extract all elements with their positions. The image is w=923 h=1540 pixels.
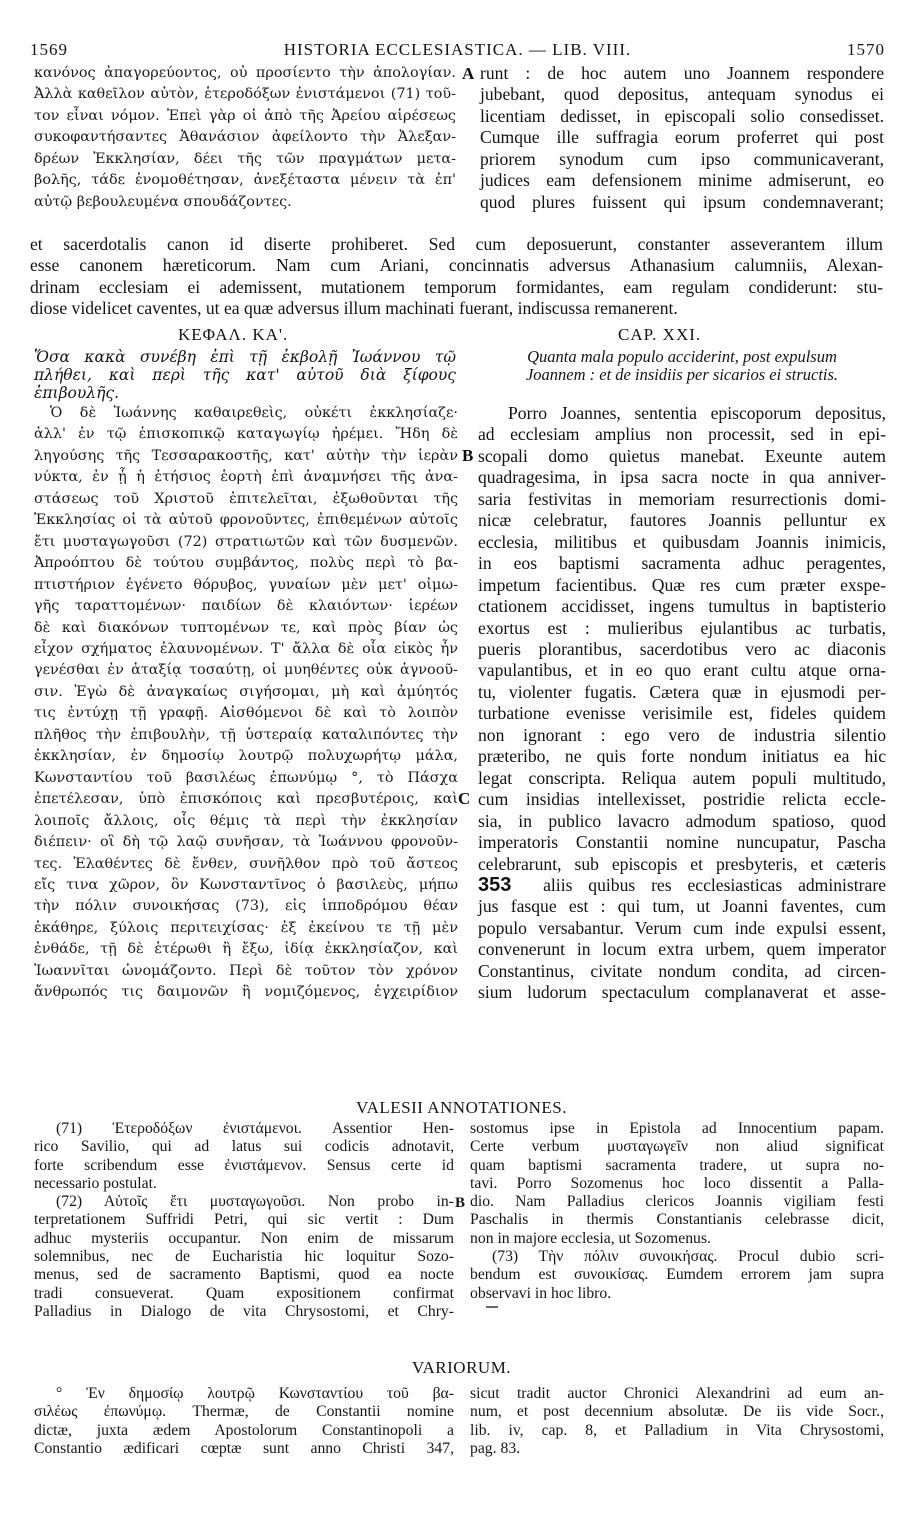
note-line: bendum est συνοικίσας. Eumdem errorem jam supra <box>470 1266 884 1284</box>
greek-line: τὴν πόλιν συνοικήσας (73), εἰς ἱπποδρόμου θέαν <box>34 898 458 915</box>
latin-line: convenerunt in locum extra urbem, quem imperator <box>478 939 886 960</box>
note-line: (71) Ἑτεροδόξων ἐνιστάμενοι. Assentior Hen- <box>56 1120 454 1137</box>
greek-line: κανόνος ἀπαγορεύοντος, οὐ προσίεντο τὴν ἀπολογίαν. <box>34 65 456 81</box>
greek-title-line: Ὅσα κακὰ συνέβη ἐπὶ τῇ ἐκβολῇ Ἰωάννου τῷ <box>34 348 456 366</box>
latin-line: cum insidias intellexisset, postridie relicta eccle- <box>478 789 886 810</box>
latin-line: Constantinus, civitate nondum condita, ad circen- <box>478 960 886 981</box>
greek-line: ἐκάθηρε, ξύλοις περιτειχίσας· ἐξ ἐκείνου τε τῇ μὲν <box>34 919 458 936</box>
greek-line: Ἀλλὰ καθεῖλον αὐτὸν, ἑτεροδόξων ἐνιστάμενοι (71) τοῦ- <box>34 86 456 103</box>
greek-line: Ἰωαννῖται ὠνομάζοντο. Περὶ δὲ τοῦτον τὸν χρόνον <box>34 962 458 979</box>
greek-line: Ὁ δὲ Ἰωάννης καθαιρεθεὶς, οὐκέτι ἐκκλησίαζε· <box>50 405 458 421</box>
greek-line: γῆς ταραττομένων· παιδίων δὲ κλαιόντων· ἱερέων <box>34 598 458 615</box>
greek-line: ἀλλ' ἐν τῷ ἐπισκοπικῷ καταγωγίῳ ἠρέμει. Ἤδη δὲ <box>34 426 458 443</box>
note-line: tavi. Porro Sozomenus hoc loco dissentit a Palla- <box>470 1174 884 1192</box>
greek-line: ἄνθρωπός τις δαιμονῶν ἢ νομιζόμενος, ἐγχειρίδιον <box>34 984 458 1001</box>
greek-line: εἶχον σχήματος ἐλαυνομένων. Τ' ἄλλα δὲ οἷα εἰκὸς ἦν <box>34 640 458 657</box>
greek-line: ληγούσης τῆς Τεσσαρακοστῆς, κατ' αὐτὴν τὴν ἱερὰν <box>34 447 458 464</box>
latin-line: priorem synodum cum ipso communicaverant, <box>480 148 884 169</box>
greek-line: Ἀπροόπτου δὲ τούτου συμβάντος, πολὺς περὶ τὸ βα- <box>34 555 458 572</box>
greek-line: συκοφαντήσαντες Ἀθανάσιον ἀφείλοντο τὴν Ἀλεξαν- <box>34 129 456 146</box>
greek-title-line: ἐπιβουλῆς. <box>34 384 120 402</box>
latin-line: pueris plorantibus, sacerdotibus vero ac diaconis <box>478 638 886 659</box>
note-line: necessario postulat. <box>34 1174 157 1192</box>
latin-title-line: Joannem : et de insidiis per sicarios ei structis. <box>525 365 839 384</box>
latin-line: nicæ celebratur, fautores Joannis pelluntur ex <box>478 510 886 531</box>
latin-line: quadragesima, in ipsa sacra nocte in qua anniver- <box>478 467 886 488</box>
top-latin-column <box>480 63 884 213</box>
greek-line: ἐκκλησίαν, ἐν δημοσίῳ λουτρῷ πολυχωρήτῳ μάλα, <box>34 748 458 765</box>
latin-line: scopali domo quietus manebat. Exeunte autem <box>478 445 886 466</box>
latin-line: saria festivitas in memoriam resurrectionis domi- <box>478 488 886 509</box>
latin-line: legat conscripta. Reliqua autem populi multitudo, <box>478 767 886 788</box>
note-line: pag. 83. <box>470 1439 521 1457</box>
greek-line: διέπειν· οἳ δὴ τῷ λαῷ συνῆσαν, τὰ Ἰωάννου φρονοῦν- <box>34 834 458 851</box>
margin-letter-a: A <box>462 64 475 83</box>
top-greek-column <box>34 63 456 213</box>
latin-line: tu, violenter fugatis. Cætera quæ in ejusmodi per- <box>478 681 886 702</box>
latin-line <box>478 875 886 896</box>
latin-title-line: Quanta mala populo acciderint, post expulsum <box>527 347 837 366</box>
greek-line: βολῆς, τάδε ἐνομοθέτησαν, ἀνεξέταστα μένειν τὰ ἐπ' <box>34 172 456 189</box>
latin-chapter-title <box>478 348 886 384</box>
greek-line: ἔτι μυσταγωγοῦσι (72) στρατιωτῶν καὶ τῶν δυσμενῶν. <box>34 533 458 550</box>
running-title: HISTORIA ECCLESIASTICA. — LIB. VIII. <box>283 40 632 59</box>
note-line: sicut tradit auctor Chronici Alexandrini ad eum an- <box>470 1385 884 1402</box>
latin-line: drinam ecclesiam ei ademissent, mutationem temporum formidantes, eam regulam condiderunt: stu- <box>30 276 883 297</box>
note-line: sostomus ipse in Epistola ad Innocentium papam. <box>470 1120 884 1137</box>
note-line: non in majore ecclesia, ut Sozomenus. <box>470 1229 711 1247</box>
latin-line: quod plures fuissent qui ipsum condemnaverant; <box>480 191 884 212</box>
latin-line: impetum facientibus. Quæ res cum præter exspe- <box>478 574 886 595</box>
valesii-section-title: VALESII ANNOTATIONES. <box>356 1098 567 1117</box>
greek-title-line: πλήθει, καὶ περὶ τῆς κατ' αὐτοῦ διὰ ξίφους <box>34 366 456 384</box>
note-line: dictæ, juxta ædem Apostolorum Constantinopoli a <box>34 1421 454 1439</box>
body-greek-column <box>34 403 458 1004</box>
valesii-left-column <box>34 1120 454 1321</box>
latin-line: imperatoris Constantii nomine nuncupatur, Pascha <box>478 832 886 853</box>
note-line: menus, sed de sacramento Baptismi, quod ea nocte <box>34 1266 454 1284</box>
latin-line: Porro Joannes, sententia episcoporum depositus, <box>508 403 886 423</box>
greek-line: τον εἶναι νόμον. Ἐπεὶ γὰρ οἱ ἀπὸ τῆς Ἀρείου αἱρέσεως <box>34 107 456 124</box>
latin-line: in eos baptismi sacramenta adhuc peragentes, <box>478 553 886 574</box>
greek-line: πτιστήριον ἐγένετο θόρυβος, γυναίων μὲν μετ' οἰμω- <box>34 576 458 593</box>
greek-line: ἐπετέλεσαν, ὑπὸ ἐπισκόποις καὶ πρεσβυτέροις, καὶ <box>34 791 458 808</box>
note-line: (73) Τὴν πόλιν συνοικήσας. Procul dubio scri- <box>492 1248 884 1266</box>
greek-line: ἐνθάδε, τῇ δὲ ἑτέρωθι ἢ ἔξω, ἰδίᾳ ἐκκλησίαζον, καὶ <box>34 941 458 958</box>
greek-line: γενέσθαι ἐν ἀταξίᾳ τοσαύτῃ, οἱ μυηθέντες οὐκ ἀγνοοῦ- <box>34 662 458 679</box>
note-line: forte scribendum esse ἐνιστάμενον. Sensus certe id <box>34 1156 454 1174</box>
note-line: tradi consueverat. Quam expositionem confirmat <box>34 1284 454 1302</box>
latin-line: ctationem accidisset, ingens tumultus in baptisterio <box>478 596 886 617</box>
greek-line: δὲ καὶ διακόνων τυπτομένων τε, καὶ πρὸς βίαν ὡς <box>34 619 458 636</box>
latin-chapter-label: CAP. XXI. <box>618 325 702 344</box>
latin-line: celebrarunt, sub episcopis et presbyteris, et cæteris <box>478 853 886 874</box>
variorum-left-column <box>34 1385 454 1458</box>
note-line: adhuc mysteriis occupantur. Non enim de missarum <box>34 1229 454 1247</box>
note-line: Constantio ædificari cœptæ sunt anno Christi 347, <box>34 1439 454 1457</box>
latin-line: licentiam dedisset, in episcopali solio consedisset. <box>480 105 884 126</box>
latin-line: judices eam defensionem minime admiserunt, eo <box>480 170 884 191</box>
greek-line: Κωνσταντίου τοῦ βασιλέως ἐπωνύμῳ °, τὸ Πάσχα <box>34 769 458 786</box>
latin-line: esse canonem hæreticorum. Nam cum Ariani, concinnatis adversus Athanasium calumniis, Alexan- <box>30 255 883 276</box>
note-line: Palladius in Dialogo de vita Chrysostomi, et Chry- <box>34 1302 454 1320</box>
variorum-section-title: VARIORUM. <box>411 1358 512 1377</box>
greek-line: αὐτῷ βεβουλευμένα σπουδάζοντες. <box>34 193 292 210</box>
latin-line: sia, in publico lavacro admodum spatioso, quod <box>478 810 886 831</box>
latin-line: ad ecclesiam amplius non processit, sed in epi- <box>478 424 886 445</box>
latin-line: ecclesia, militibus et quibusdam Joannis inimicis, <box>478 531 886 552</box>
note-line: observavi in hoc libro. <box>470 1284 612 1302</box>
greek-line: πλῆθος τὴν ἐπιβουλὴν, τῇ ὑστεραίᾳ καταλιπόντες τὴν <box>34 726 458 743</box>
running-header <box>30 40 885 62</box>
note-line: σιλέως ἐπωνύμῳ. Thermæ, de Constantii nomine <box>34 1403 454 1421</box>
latin-full-width-paragraph <box>30 234 883 320</box>
greek-line: εἴς τινα χῶρον, ὃν Κωνσταντῖνος ὁ βασιλεὺς, μήπω <box>34 876 458 893</box>
latin-line: diose videlicet caventes, ut ea quæ adversus illum machinati fuerant, indiscussa remanerent. <box>30 298 678 319</box>
section-divider <box>486 1306 498 1308</box>
note-line: Certe verbum μυσταγωγεῖν non aliud significat <box>470 1138 884 1156</box>
latin-line: populo versabantur. Verum cum inde expulsi essent, <box>478 917 886 938</box>
latin-line: Cumque ille suffragia eorum proferret qui post <box>480 127 884 148</box>
greek-chapter-title <box>34 348 456 402</box>
latin-line: sium ludorum spectaculum complanaverat et asse- <box>478 982 886 1003</box>
greek-line: τις ἐντύχῃ τῇ γραφῇ. Αἰσθόμενοι δὲ καὶ τὸ λοιπὸν <box>34 705 458 722</box>
latin-line: turbatione evenisse verisimile est, fideles quidem <box>478 703 886 724</box>
margin-letter-b: B <box>462 446 474 465</box>
margin-letter-c: C <box>458 789 471 808</box>
greek-line: δρέων Ἐκκλησίαν, δέει τῆς τῶν πραγμάτων μετα- <box>34 150 456 167</box>
latin-line: exortus est : mulieribus ejulantibus ac turbatis, <box>478 617 886 638</box>
note-line: terpretationem Suffridi Petri, qui sic vertit : Dum <box>34 1211 454 1229</box>
greek-chapter-label: ΚΕΦΑΛ. ΚΑ'. <box>178 325 289 344</box>
note-line: ° Ἐν δημοσίῳ λουτρῷ Κωνσταντίου τοῦ βα- <box>56 1385 454 1402</box>
note-line: Paschalis in thermis Constantianis celebrasse dicit, <box>470 1211 884 1229</box>
migne-column-number: 353 <box>478 873 512 896</box>
note-line: quam baptismi sacramenta tradere, ut supra no- <box>470 1156 884 1174</box>
note-line: solemnibus, nec de Eucharistia hic loquitur Sozo- <box>34 1248 454 1266</box>
body-latin-column <box>478 403 886 1004</box>
note-line: rico Savilio, qui ad latus sui codicis adnotavit, <box>34 1138 454 1156</box>
note-line: dio. Nam Palladius clericos Joannis vigiliam festi <box>470 1193 884 1211</box>
valesii-right-column <box>470 1120 884 1303</box>
variorum-right-column <box>470 1385 884 1458</box>
margin-letter-b-notes: B <box>455 1195 466 1211</box>
latin-line: vapulantibus, et in eo quo erant cultu atque orna- <box>478 660 886 681</box>
latin-line: runt : de hoc autem uno Joannem respondere <box>480 63 884 83</box>
greek-line: σιν. Ἐγὼ δὲ ἀναγκαίως σιγήσομαι, μὴ καὶ ἀμύητός <box>34 683 458 700</box>
latin-line: jus fasque est : qui tum, ut Joanni faventes, cum <box>478 896 886 917</box>
latin-line: jubebant, quod depositus, antequam synodus ei <box>480 84 884 105</box>
page-number-right: 1570 <box>847 40 885 59</box>
greek-line: λοιποῖς ἄλλοις, οἷς θέμις τὰ περὶ τὴν ἐκκλησίαν <box>34 812 458 829</box>
greek-line: Ἐκκλησίας οἱ τὰ αὐτοῦ φρονοῦντες, ἐπιθεμένων αὐτοῖς <box>34 512 458 529</box>
latin-line: et sacerdotalis canon id diserte prohiberet. Sed cum deposuerunt, constanter asseverantem illum <box>30 234 883 254</box>
page-number-left: 1569 <box>30 40 68 59</box>
greek-line: νύκτα, ἐν ᾗ ἡ ἐτήσιος ἑορτὴ ἐπὶ ἀναμνήσει τῆς ἀνα- <box>34 469 458 486</box>
note-line: lib. iv, cap. 8, et Palladium in Vita Chrysostomi, <box>470 1421 884 1439</box>
latin-line: præteribo, ne quis forte nondum initiatus ea hic <box>478 746 886 767</box>
latin-line: non ignorant : ego vero de industria silentio <box>478 724 886 745</box>
latin-line-text: aliis quibus res ecclesiasticas administrare <box>543 874 887 895</box>
greek-line: στάσεως τοῦ Χριστοῦ ἐπιτελεῖται, ἐξωθοῦνται τῆς <box>34 490 458 507</box>
note-line: (72) Αὐτοῖς ἔτι μυσταγωγοῦσι. Non probo in- <box>56 1193 454 1211</box>
greek-line: τες. Ἐλαθέντες δὲ ἔνθεν, συνῆλθον πρὸ τοῦ ἄστεος <box>34 855 458 872</box>
note-line: num, et post decennium absolutæ. De iis vide Socr., <box>470 1403 884 1421</box>
